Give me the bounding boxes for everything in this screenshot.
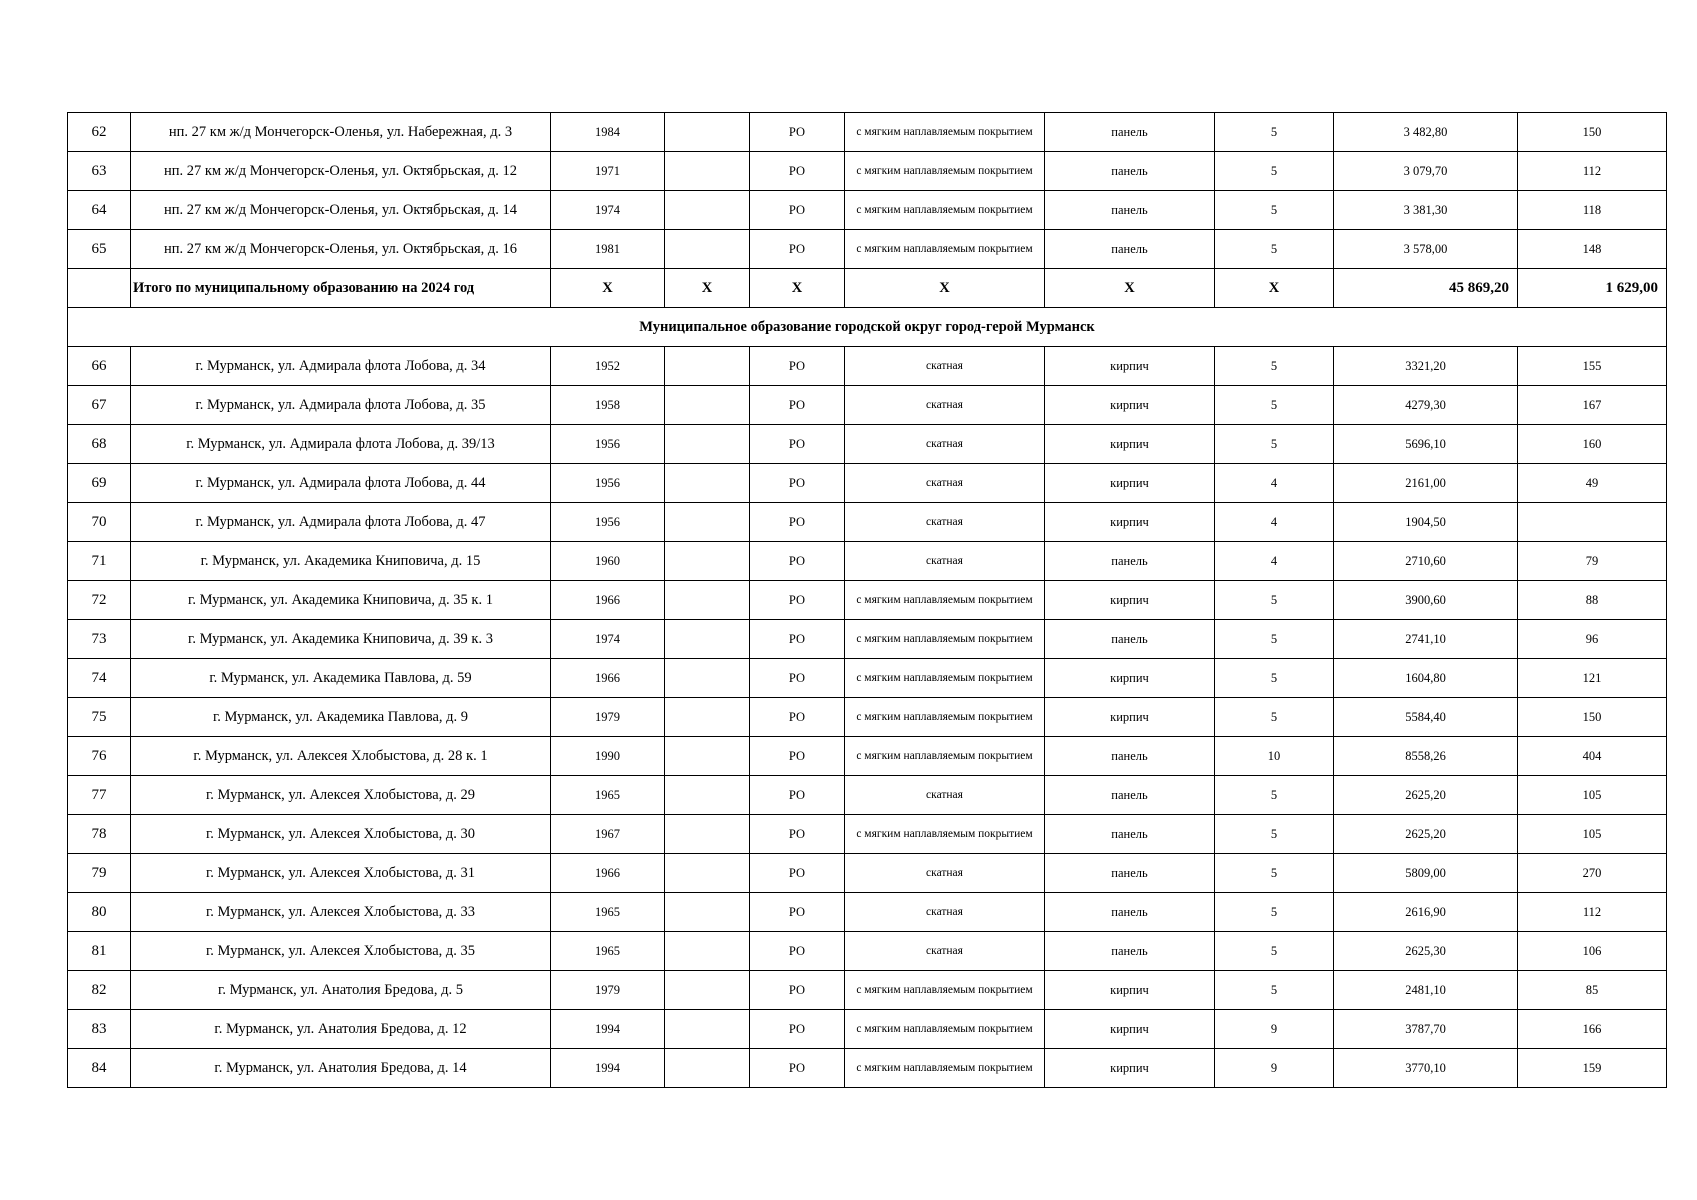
table-row	[68, 542, 1667, 581]
total-area: 45 869,20	[1334, 269, 1518, 308]
roof-type-cell: с мягким наплавляемым покрытием	[845, 230, 1045, 269]
total-x-cell: Х	[1215, 269, 1334, 308]
address-cell: г. Мурманск, ул. Алексея Хлобыстова, д. 29	[131, 776, 551, 815]
row-number: 63	[68, 152, 131, 191]
area-cell: 3787,70	[1334, 1010, 1518, 1049]
empty-cell	[665, 542, 750, 581]
residents-cell: 167	[1518, 386, 1667, 425]
table-row	[68, 191, 1667, 230]
wall-material-cell: кирпич	[1045, 425, 1215, 464]
empty-cell	[665, 932, 750, 971]
residents-cell: 121	[1518, 659, 1667, 698]
owner-cell: РО	[750, 698, 845, 737]
area-cell: 2481,10	[1334, 971, 1518, 1010]
table-row	[68, 1010, 1667, 1049]
wall-material-cell: кирпич	[1045, 581, 1215, 620]
table-row	[68, 620, 1667, 659]
residents-cell: 159	[1518, 1049, 1667, 1088]
area-cell: 2710,60	[1334, 542, 1518, 581]
wall-material-cell: кирпич	[1045, 1010, 1215, 1049]
wall-material-cell: панель	[1045, 191, 1215, 230]
empty-cell	[665, 386, 750, 425]
empty-cell	[665, 698, 750, 737]
wall-material-cell: кирпич	[1045, 464, 1215, 503]
roof-type-cell: скатная	[845, 464, 1045, 503]
year-cell: 1965	[551, 932, 665, 971]
wall-material-cell: панель	[1045, 815, 1215, 854]
year-cell: 1966	[551, 659, 665, 698]
floors-cell: 9	[1215, 1010, 1334, 1049]
row-number: 83	[68, 1010, 131, 1049]
roof-type-cell: скатная	[845, 932, 1045, 971]
roof-type-cell: с мягким наплавляемым покрытием	[845, 191, 1045, 230]
wall-material-cell: панель	[1045, 113, 1215, 152]
year-cell: 1956	[551, 503, 665, 542]
section-header-row	[68, 308, 1667, 347]
roof-type-cell: с мягким наплавляемым покрытием	[845, 815, 1045, 854]
residents-cell: 148	[1518, 230, 1667, 269]
address-cell: нп. 27 км ж/д Мончегорск-Оленья, ул. Октябрьская, д. 12	[131, 152, 551, 191]
address-cell: г. Мурманск, ул. Алексея Хлобыстова, д. 30	[131, 815, 551, 854]
roof-type-cell: с мягким наплавляемым покрытием	[845, 152, 1045, 191]
row-number: 72	[68, 581, 131, 620]
area-cell: 3 381,30	[1334, 191, 1518, 230]
year-cell: 1966	[551, 581, 665, 620]
empty-cell	[665, 1010, 750, 1049]
total-residents: 1 629,00	[1518, 269, 1667, 308]
empty-cell	[665, 971, 750, 1010]
area-cell: 3 578,00	[1334, 230, 1518, 269]
empty-cell	[665, 464, 750, 503]
floors-cell: 5	[1215, 893, 1334, 932]
wall-material-cell: панель	[1045, 230, 1215, 269]
owner-cell: РО	[750, 152, 845, 191]
empty-cell	[665, 776, 750, 815]
row-number: 76	[68, 737, 131, 776]
floors-cell: 5	[1215, 425, 1334, 464]
row-number: 75	[68, 698, 131, 737]
wall-material-cell: панель	[1045, 620, 1215, 659]
roof-type-cell: с мягким наплавляемым покрытием	[845, 737, 1045, 776]
address-cell: г. Мурманск, ул. Алексея Хлобыстова, д. 31	[131, 854, 551, 893]
row-number: 81	[68, 932, 131, 971]
year-cell: 1974	[551, 620, 665, 659]
wall-material-cell: панель	[1045, 893, 1215, 932]
area-cell: 2161,00	[1334, 464, 1518, 503]
residents-cell: 79	[1518, 542, 1667, 581]
address-cell: г. Мурманск, ул. Адмирала флота Лобова, д. 35	[131, 386, 551, 425]
floors-cell: 5	[1215, 386, 1334, 425]
area-cell: 3321,20	[1334, 347, 1518, 386]
table-row	[68, 230, 1667, 269]
row-number: 70	[68, 503, 131, 542]
area-cell: 3770,10	[1334, 1049, 1518, 1088]
roof-type-cell: с мягким наплавляемым покрытием	[845, 1010, 1045, 1049]
row-number: 67	[68, 386, 131, 425]
residents-cell: 150	[1518, 113, 1667, 152]
table-row	[68, 581, 1667, 620]
empty-cell	[665, 854, 750, 893]
total-label: Итого по муниципальному образованию на 2024 год	[131, 269, 551, 308]
owner-cell: РО	[750, 113, 845, 152]
residents-cell: 85	[1518, 971, 1667, 1010]
row-number: 62	[68, 113, 131, 152]
empty-cell	[665, 737, 750, 776]
floors-cell: 5	[1215, 152, 1334, 191]
area-cell: 2625,30	[1334, 932, 1518, 971]
roof-type-cell: с мягким наплавляемым покрытием	[845, 113, 1045, 152]
wall-material-cell: кирпич	[1045, 659, 1215, 698]
address-cell: г. Мурманск, ул. Адмирала флота Лобова, д. 47	[131, 503, 551, 542]
floors-cell: 4	[1215, 503, 1334, 542]
address-cell: г. Мурманск, ул. Алексея Хлобыстова, д. 28 к. 1	[131, 737, 551, 776]
floors-cell: 5	[1215, 113, 1334, 152]
roof-type-cell: скатная	[845, 386, 1045, 425]
floors-cell: 5	[1215, 815, 1334, 854]
empty-cell	[665, 113, 750, 152]
wall-material-cell: панель	[1045, 776, 1215, 815]
residents-cell: 270	[1518, 854, 1667, 893]
year-cell: 1971	[551, 152, 665, 191]
table-row	[68, 503, 1667, 542]
table-row	[68, 347, 1667, 386]
address-cell: г. Мурманск, ул. Адмирала флота Лобова, д. 34	[131, 347, 551, 386]
row-number: 78	[68, 815, 131, 854]
area-cell: 2616,90	[1334, 893, 1518, 932]
year-cell: 1981	[551, 230, 665, 269]
roof-type-cell: с мягким наплавляемым покрытием	[845, 581, 1045, 620]
floors-cell: 5	[1215, 854, 1334, 893]
owner-cell: РО	[750, 503, 845, 542]
residents-cell: 150	[1518, 698, 1667, 737]
table-row	[68, 776, 1667, 815]
area-cell: 5584,40	[1334, 698, 1518, 737]
year-cell: 1974	[551, 191, 665, 230]
year-cell: 1967	[551, 815, 665, 854]
wall-material-cell: панель	[1045, 932, 1215, 971]
rows-top-body	[68, 113, 1667, 269]
table-row	[68, 815, 1667, 854]
empty-cell	[665, 347, 750, 386]
owner-cell: РО	[750, 815, 845, 854]
floors-cell: 5	[1215, 698, 1334, 737]
table-row	[68, 113, 1667, 152]
year-cell: 1990	[551, 737, 665, 776]
area-cell: 2625,20	[1334, 815, 1518, 854]
wall-material-cell: панель	[1045, 854, 1215, 893]
roof-type-cell: скатная	[845, 425, 1045, 464]
total-x-cell: Х	[750, 269, 845, 308]
owner-cell: РО	[750, 542, 845, 581]
year-cell: 1958	[551, 386, 665, 425]
total-number-cell	[68, 269, 131, 308]
owner-cell: РО	[750, 1010, 845, 1049]
floors-cell: 5	[1215, 659, 1334, 698]
address-cell: г. Мурманск, ул. Адмирала флота Лобова, д. 44	[131, 464, 551, 503]
floors-cell: 4	[1215, 542, 1334, 581]
total-x-cell: Х	[845, 269, 1045, 308]
residents-cell: 106	[1518, 932, 1667, 971]
year-cell: 1960	[551, 542, 665, 581]
address-cell: нп. 27 км ж/д Мончегорск-Оленья, ул. Октябрьская, д. 14	[131, 191, 551, 230]
wall-material-cell: кирпич	[1045, 971, 1215, 1010]
address-cell: г. Мурманск, ул. Алексея Хлобыстова, д. 33	[131, 893, 551, 932]
wall-material-cell: панель	[1045, 542, 1215, 581]
wall-material-cell: панель	[1045, 152, 1215, 191]
residents-cell: 112	[1518, 893, 1667, 932]
year-cell: 1956	[551, 464, 665, 503]
residents-cell: 166	[1518, 1010, 1667, 1049]
empty-cell	[665, 425, 750, 464]
owner-cell: РО	[750, 620, 845, 659]
owner-cell: РО	[750, 971, 845, 1010]
address-cell: г. Мурманск, ул. Анатолия Бредова, д. 14	[131, 1049, 551, 1088]
owner-cell: РО	[750, 893, 845, 932]
roof-type-cell: с мягким наплавляемым покрытием	[845, 971, 1045, 1010]
owner-cell: РО	[750, 1049, 845, 1088]
wall-material-cell: кирпич	[1045, 1049, 1215, 1088]
address-cell: г. Мурманск, ул. Адмирала флота Лобова, д. 39/13	[131, 425, 551, 464]
area-cell: 1904,50	[1334, 503, 1518, 542]
owner-cell: РО	[750, 425, 845, 464]
row-number: 71	[68, 542, 131, 581]
owner-cell: РО	[750, 230, 845, 269]
empty-cell	[665, 1049, 750, 1088]
empty-cell	[665, 581, 750, 620]
owner-cell: РО	[750, 854, 845, 893]
address-cell: г. Мурманск, ул. Анатолия Бредова, д. 5	[131, 971, 551, 1010]
floors-cell: 5	[1215, 230, 1334, 269]
year-cell: 1984	[551, 113, 665, 152]
table-row	[68, 893, 1667, 932]
year-cell: 1956	[551, 425, 665, 464]
total-x-cell: Х	[551, 269, 665, 308]
area-cell: 4279,30	[1334, 386, 1518, 425]
floors-cell: 10	[1215, 737, 1334, 776]
row-number: 77	[68, 776, 131, 815]
table-row	[68, 737, 1667, 776]
address-cell: нп. 27 км ж/д Мончегорск-Оленья, ул. Октябрьская, д. 16	[131, 230, 551, 269]
row-number: 79	[68, 854, 131, 893]
area-cell: 3 482,80	[1334, 113, 1518, 152]
residents-cell: 160	[1518, 425, 1667, 464]
row-number: 64	[68, 191, 131, 230]
table-row	[68, 425, 1667, 464]
owner-cell: РО	[750, 191, 845, 230]
residents-cell: 105	[1518, 815, 1667, 854]
residents-cell: 105	[1518, 776, 1667, 815]
area-cell: 2741,10	[1334, 620, 1518, 659]
owner-cell: РО	[750, 932, 845, 971]
owner-cell: РО	[750, 659, 845, 698]
total-body	[68, 269, 1667, 347]
roof-type-cell: скатная	[845, 776, 1045, 815]
residents-cell: 96	[1518, 620, 1667, 659]
roof-type-cell: скатная	[845, 542, 1045, 581]
residents-cell: 112	[1518, 152, 1667, 191]
residents-cell: 155	[1518, 347, 1667, 386]
row-number: 82	[68, 971, 131, 1010]
empty-cell	[665, 659, 750, 698]
roof-type-cell: скатная	[845, 503, 1045, 542]
owner-cell: РО	[750, 464, 845, 503]
empty-cell	[665, 191, 750, 230]
floors-cell: 5	[1215, 932, 1334, 971]
row-number: 74	[68, 659, 131, 698]
wall-material-cell: панель	[1045, 737, 1215, 776]
floors-cell: 5	[1215, 581, 1334, 620]
roof-type-cell: скатная	[845, 854, 1045, 893]
owner-cell: РО	[750, 386, 845, 425]
table-row	[68, 386, 1667, 425]
empty-cell	[665, 230, 750, 269]
residents-cell: 118	[1518, 191, 1667, 230]
year-cell: 1994	[551, 1010, 665, 1049]
section-title: Муниципальное образование городской округ город-герой Мурманск	[68, 308, 1667, 347]
wall-material-cell: кирпич	[1045, 386, 1215, 425]
residents-cell: 49	[1518, 464, 1667, 503]
area-cell: 3 079,70	[1334, 152, 1518, 191]
municipality-total-row	[68, 269, 1667, 308]
empty-cell	[665, 815, 750, 854]
wall-material-cell: кирпич	[1045, 503, 1215, 542]
address-cell: г. Мурманск, ул. Алексея Хлобыстова, д. 35	[131, 932, 551, 971]
year-cell: 1979	[551, 971, 665, 1010]
roof-type-cell: с мягким наплавляемым покрытием	[845, 659, 1045, 698]
row-number: 68	[68, 425, 131, 464]
year-cell: 1979	[551, 698, 665, 737]
year-cell: 1966	[551, 854, 665, 893]
table-row	[68, 971, 1667, 1010]
address-cell: г. Мурманск, ул. Академика Павлова, д. 59	[131, 659, 551, 698]
table-row	[68, 1049, 1667, 1088]
year-cell: 1965	[551, 893, 665, 932]
empty-cell	[665, 893, 750, 932]
address-cell: г. Мурманск, ул. Академика Книповича, д. 35 к. 1	[131, 581, 551, 620]
wall-material-cell: кирпич	[1045, 698, 1215, 737]
address-cell: г. Мурманск, ул. Академика Книповича, д. 15	[131, 542, 551, 581]
year-cell: 1952	[551, 347, 665, 386]
total-x-cell: Х	[665, 269, 750, 308]
address-cell: нп. 27 км ж/д Мончегорск-Оленья, ул. Набережная, д. 3	[131, 113, 551, 152]
floors-cell: 5	[1215, 347, 1334, 386]
roof-type-cell: скатная	[845, 893, 1045, 932]
owner-cell: РО	[750, 347, 845, 386]
area-cell: 3900,60	[1334, 581, 1518, 620]
empty-cell	[665, 503, 750, 542]
floors-cell: 4	[1215, 464, 1334, 503]
total-x-cell: Х	[1045, 269, 1215, 308]
table-row	[68, 698, 1667, 737]
year-cell: 1965	[551, 776, 665, 815]
area-cell: 1604,80	[1334, 659, 1518, 698]
row-number: 73	[68, 620, 131, 659]
area-cell: 5809,00	[1334, 854, 1518, 893]
table-row	[68, 464, 1667, 503]
roof-type-cell: с мягким наплавляемым покрытием	[845, 698, 1045, 737]
roof-type-cell: с мягким наплавляемым покрытием	[845, 620, 1045, 659]
residents-cell	[1518, 503, 1667, 542]
table-row	[68, 932, 1667, 971]
floors-cell: 5	[1215, 620, 1334, 659]
wall-material-cell: кирпич	[1045, 347, 1215, 386]
row-number: 80	[68, 893, 131, 932]
address-cell: г. Мурманск, ул. Академика Павлова, д. 9	[131, 698, 551, 737]
empty-cell	[665, 620, 750, 659]
empty-cell	[665, 152, 750, 191]
housing-register-table	[67, 112, 1667, 1088]
row-number: 84	[68, 1049, 131, 1088]
owner-cell: РО	[750, 776, 845, 815]
row-number: 65	[68, 230, 131, 269]
floors-cell: 9	[1215, 1049, 1334, 1088]
area-cell: 8558,26	[1334, 737, 1518, 776]
rows-bottom-body	[68, 347, 1667, 1088]
roof-type-cell: с мягким наплавляемым покрытием	[845, 1049, 1045, 1088]
table-row	[68, 152, 1667, 191]
floors-cell: 5	[1215, 971, 1334, 1010]
area-cell: 2625,20	[1334, 776, 1518, 815]
floors-cell: 5	[1215, 776, 1334, 815]
row-number: 66	[68, 347, 131, 386]
address-cell: г. Мурманск, ул. Академика Книповича, д. 39 к. 3	[131, 620, 551, 659]
owner-cell: РО	[750, 737, 845, 776]
year-cell: 1994	[551, 1049, 665, 1088]
floors-cell: 5	[1215, 191, 1334, 230]
residents-cell: 404	[1518, 737, 1667, 776]
residents-cell: 88	[1518, 581, 1667, 620]
owner-cell: РО	[750, 581, 845, 620]
table-row	[68, 854, 1667, 893]
table-row	[68, 659, 1667, 698]
roof-type-cell: скатная	[845, 347, 1045, 386]
row-number: 69	[68, 464, 131, 503]
address-cell: г. Мурманск, ул. Анатолия Бредова, д. 12	[131, 1010, 551, 1049]
area-cell: 5696,10	[1334, 425, 1518, 464]
